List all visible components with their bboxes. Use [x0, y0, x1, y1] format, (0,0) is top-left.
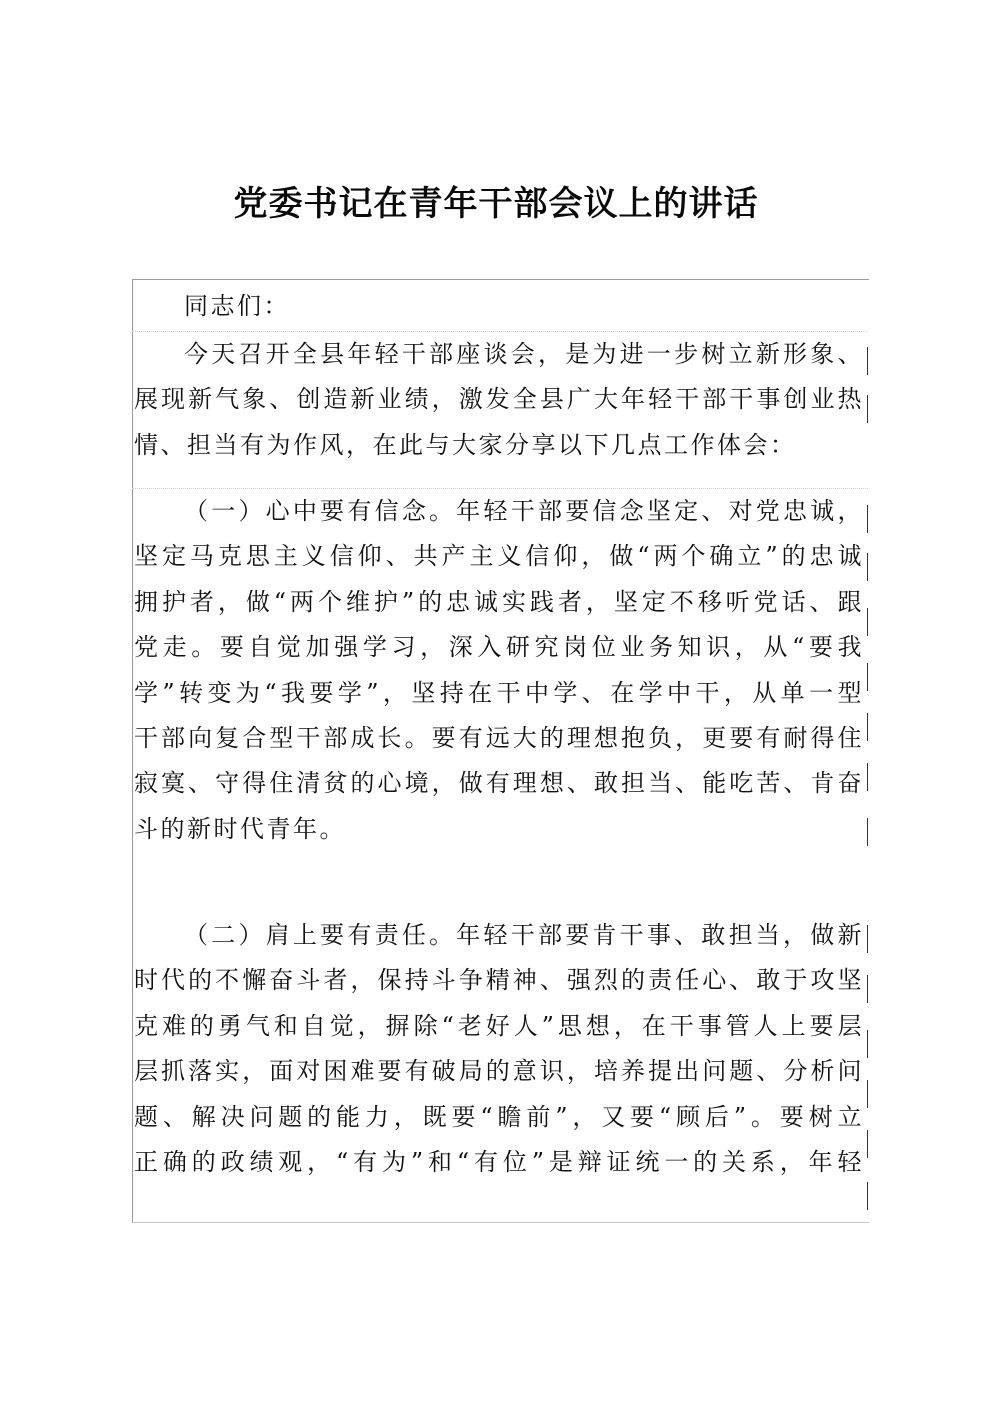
paragraph-line: 坚定马克思主义信仰、共产主义信仰，做“两个确立”的忠诚 [134, 542, 864, 571]
paragraph-line: 时代的不懈奋斗者，保持斗争精神、强烈的责任心、敢于攻坚 [134, 966, 864, 995]
line-end-mark [867, 663, 868, 691]
salutation: 同志们： [184, 292, 290, 320]
line-end-mark [867, 1130, 868, 1158]
line-end-mark [867, 1182, 868, 1210]
line-end-mark [867, 347, 868, 375]
paragraph-line: 层抓落实，面对困难要有破局的意识，培养提出问题、分析问 [134, 1057, 864, 1086]
paragraph-line: 寂寞、守得住清贫的心境，做有理想、敢担当、能吃苦、肯奋 [134, 769, 864, 798]
paragraph-line: 正确的政绩观，“有为”和“有位”是辩证统一的关系，年轻 [134, 1147, 864, 1176]
paragraph-intro [132, 331, 868, 468]
paragraph-line: 党走。要自觉加强学习，深入研究岗位业务知识，从“要我 [134, 633, 864, 662]
paragraph-line: 克难的勇气和自觉，摒除“老好人”思想，在干事管人上要层 [134, 1011, 864, 1040]
line-end-mark [867, 505, 868, 533]
line-end-mark [867, 818, 868, 846]
line-end-mark [867, 763, 868, 791]
page-title: 党委书记在青年干部会议上的讲话 [233, 184, 759, 224]
paragraph-section-two [132, 913, 868, 1185]
paragraph-line: 今天召开全县年轻干部座谈会，是为进一步树立新形象、 [184, 340, 864, 368]
line-end-mark [867, 975, 868, 1003]
salutation-block [132, 284, 868, 329]
line-end-mark [867, 395, 868, 423]
paragraph-line: 拥护者，做“两个维护”的忠诚实践者，坚定不移听党话、跟 [134, 587, 864, 616]
paragraph-line: 学”转变为“我要学”，坚持在干中学、在学中干，从单一型 [134, 678, 864, 707]
paragraph-line: 干部向复合型干部成长。要有远大的理想抱负，更要有耐得住 [134, 723, 864, 752]
paragraph-section-one [132, 488, 868, 852]
line-end-mark [867, 1030, 868, 1058]
line-end-mark [867, 713, 868, 741]
line-end-mark [867, 925, 868, 953]
line-end-mark [867, 608, 868, 636]
paragraph-line: （一）心中要有信念。年轻干部要信念坚定、对党忠诚， [184, 497, 864, 525]
paragraph-line: 题、解决问题的能力，既要“瞻前”，又要“顾后”。要树立 [134, 1102, 864, 1131]
paragraph-line: 斗的新时代青年。 [134, 814, 346, 843]
paragraph-line: （二）肩上要有责任。年轻干部要肯干事、敢担当，做新 [184, 921, 864, 949]
paragraph-line: 情、担当有为作风，在此与大家分享以下几点工作体会： [134, 430, 797, 459]
line-end-mark [867, 553, 868, 581]
line-end-mark [867, 1080, 868, 1108]
paragraph-line: 展现新气象、创造新业绩，激发全县广大年轻干部干事创业热 [134, 385, 864, 414]
